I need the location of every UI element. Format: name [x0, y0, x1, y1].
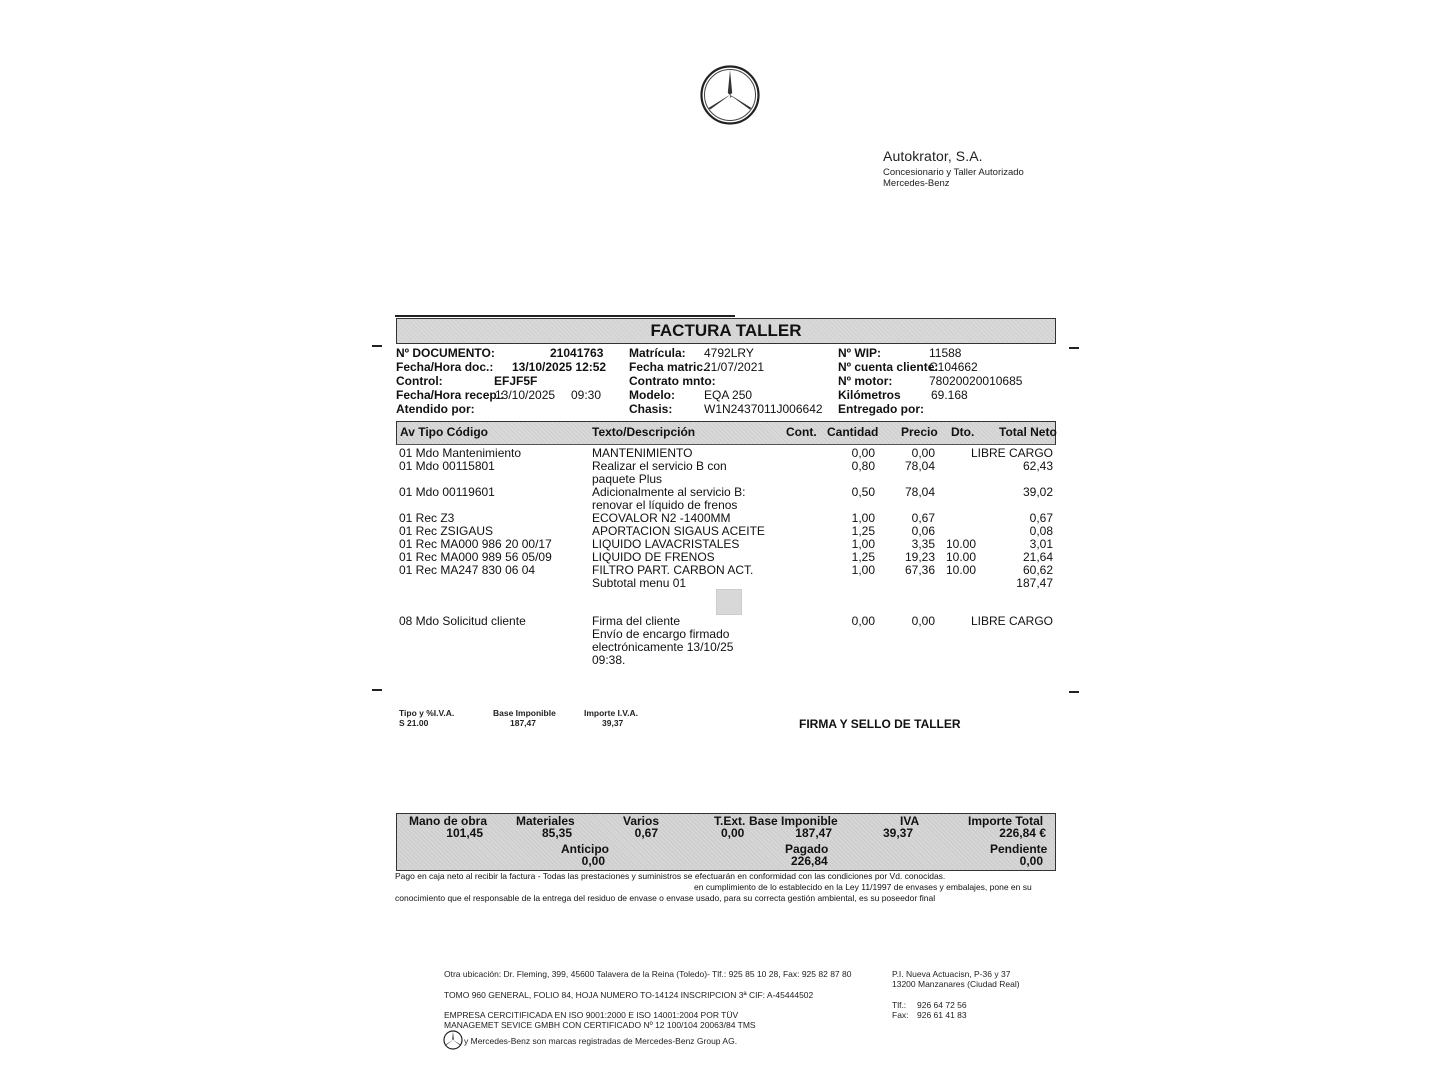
cuenta-label: Nº cuenta cliente: — [838, 360, 939, 374]
iva-base-label: Base Imponible — [493, 708, 556, 718]
title-top-line — [395, 315, 735, 317]
importe-total-value: 226,84 € — [999, 826, 1046, 840]
row-cantidad: 1,25 — [851, 550, 875, 564]
footer-fax-value: 926 61 41 83 — [917, 1010, 967, 1020]
row-dto: 10.00 — [946, 550, 977, 564]
control-label: Control: — [396, 374, 443, 388]
row-total: 39,02 — [1022, 485, 1053, 499]
row-code: 01 Mdo 00119601 — [399, 485, 495, 499]
row-total: 0,67 — [1029, 511, 1053, 525]
row-desc: Adicionalmente al servicio B: — [592, 485, 746, 499]
row-cantidad: 1,00 — [851, 563, 875, 577]
row-precio: 78,04 — [904, 485, 935, 499]
company-subtitle — [883, 167, 1024, 189]
row-desc: FILTRO PART. CARBON ACT. — [592, 563, 754, 577]
mercedes-star-icon — [443, 1030, 463, 1050]
legal-line2: en cumplimiento de lo establecido en la Ley 11/1997 de envases y embalajes, pone en su — [694, 882, 1032, 892]
chasis-value: W1N2437011J006642 — [704, 402, 823, 416]
row-cantidad: 0,50 — [851, 485, 875, 499]
row-precio: 0,06 — [911, 524, 935, 538]
row-code: 01 Rec MA247 830 06 04 — [399, 563, 536, 577]
row-desc: Realizar el servicio B con — [592, 459, 727, 473]
fold-mark — [372, 689, 382, 691]
cuenta-value: C104662 — [929, 360, 978, 374]
footer-address-line1: P.I. Nueva Actuacisn, P-36 y 37 — [892, 969, 1011, 979]
company-name: Autokrator, S.A. — [883, 148, 983, 164]
footer-tlf-value: 926 64 72 56 — [917, 1000, 967, 1010]
wip-value: 11588 — [929, 346, 962, 360]
row-precio: 3,35 — [911, 537, 935, 551]
row-precio: 0,67 — [911, 511, 935, 525]
row-code: 01 Rec MA000 989 56 05/09 — [399, 550, 552, 564]
importe-total-label: Importe Total — [968, 814, 1044, 828]
col-header-code: Av Tipo Código — [400, 425, 488, 439]
request-row-desc: 09:38. — [592, 653, 626, 667]
row-desc: paquete Plus — [592, 472, 663, 486]
matricula-value: 4792LRY — [704, 346, 754, 360]
row-code: 01 Rec MA000 986 20 00/17 — [399, 537, 552, 551]
col-header-description: Texto/Descripción — [592, 425, 696, 439]
wip-label: Nº WIP: — [838, 346, 882, 360]
chasis-label: Chasis: — [629, 402, 673, 416]
fecha-recep-date: 13/10/2025 — [495, 388, 556, 402]
base-imponible-value: 187,47 — [795, 826, 832, 840]
entregado-label: Entregado por: — [838, 402, 924, 416]
atendido-label: Atendido por: — [396, 402, 475, 416]
iva-value: 39,37 — [883, 826, 914, 840]
col-header-cont: Cont. — [786, 425, 817, 439]
invoice-title: FACTURA TALLER — [650, 321, 802, 340]
row-desc: ECOVALOR N2 -1400MM — [592, 511, 731, 525]
row-precio: 67,36 — [904, 563, 935, 577]
fecha-recep-time: 09:30 — [571, 388, 602, 402]
footer-registry: TOMO 960 GENERAL, FOLIO 84, HOJA NUMERO TO-14124 INSCRIPCION 3ª CIF: A-45444502 — [444, 990, 814, 1000]
request-row-desc: Firma del cliente — [592, 614, 681, 628]
row-total: 21,64 — [1022, 550, 1053, 564]
company-subtitle-line2: Mercedes-Benz — [883, 178, 950, 189]
row-total: LIBRE CARGO — [970, 446, 1053, 460]
legal-line1: Pago en caja neto al recibir la factura - Todas las prestaciones y suministros se efectuarán en conformidad con las condiciones por Vd. conocidas. — [395, 871, 946, 881]
request-row-cantidad: 0,00 — [851, 614, 875, 628]
row-cantidad: 0,80 — [851, 459, 875, 473]
row-desc: APORTACION SIGAUS ACEITE — [592, 524, 765, 538]
request-row-desc: Envío de encargo firmado — [592, 627, 730, 641]
row-cantidad: 0,00 — [851, 446, 875, 460]
row-dto: 10.00 — [946, 563, 977, 577]
text-label: T.Ext. — [714, 814, 746, 828]
iva-importe-label: Importe I.V.A. — [584, 708, 639, 718]
col-header-dto: Dto. — [951, 425, 975, 439]
fecha-matric-value: 21/07/2021 — [704, 360, 765, 374]
iva-tipo-label: Tipo y %I.V.A. — [399, 708, 455, 718]
signature-thumbnail — [716, 589, 742, 615]
row-code: 01 Rec ZSIGAUS — [399, 524, 494, 538]
row-desc: LIQUIDO LAVACRISTALES — [592, 537, 740, 551]
fecha-doc-value: 13/10/2025 12:52 — [512, 360, 607, 374]
km-label: Kilómetros — [838, 388, 901, 402]
pagado-label: Pagado — [785, 842, 829, 856]
col-header-precio: Precio — [901, 425, 938, 439]
pendiente-label: Pendiente — [990, 842, 1048, 856]
iva-importe-value: 39,37 — [602, 718, 624, 728]
row-precio: 0,00 — [911, 446, 935, 460]
fold-mark — [1069, 691, 1079, 693]
row-precio: 78,04 — [904, 459, 935, 473]
company-block — [883, 148, 1024, 189]
footer-tlf-label: Tlf.: — [892, 1000, 907, 1010]
subtotal-label: Subtotal menu 01 — [592, 576, 687, 590]
documento-label: Nº DOCUMENTO: — [396, 346, 495, 360]
request-row-precio: 0,00 — [911, 614, 935, 628]
fold-mark — [1069, 347, 1079, 349]
materiales-value: 85,35 — [541, 826, 572, 840]
motor-label: Nº motor: — [838, 374, 893, 388]
row-cantidad: 1,25 — [851, 524, 875, 538]
contrato-label: Contrato mnto: — [629, 374, 716, 388]
fecha-matric-label: Fecha matric.: — [629, 360, 711, 374]
row-total: 62,43 — [1022, 459, 1053, 473]
footer-trademark: y Mercedes-Benz son marcas registradas de Mercedes-Benz Group AG. — [464, 1036, 738, 1046]
col-header-total-neto: Total Neto — [999, 425, 1057, 439]
request-row-desc: electrónicamente 13/10/25 — [592, 640, 734, 654]
anticipo-value: 0,00 — [581, 854, 605, 868]
row-total: 0,08 — [1029, 524, 1053, 538]
subtotal-value: 187,47 — [1016, 576, 1053, 590]
row-code: 01 Mdo 00115801 — [399, 459, 495, 473]
row-code: 01 Rec Z3 — [399, 511, 455, 525]
control-value: EFJF5F — [494, 374, 538, 388]
fecha-doc-label: Fecha/Hora doc.: — [396, 360, 494, 374]
pendiente-value: 0,00 — [1019, 854, 1043, 868]
varios-label: Varios — [623, 814, 660, 828]
matricula-label: Matrícula: — [629, 346, 686, 360]
motor-value: 78020020010685 — [929, 374, 1023, 388]
km-value: 69.168 — [931, 388, 968, 402]
legal-line3: conocimiento que el responsable de la entrega del residuo de envase o envase usado, para su correcta gestión ambiental, es su poseedor final — [395, 893, 936, 903]
request-row-code: 08 Mdo Solicitud cliente — [399, 614, 526, 628]
row-cantidad: 1,00 — [851, 511, 875, 525]
modelo-value: EQA 250 — [704, 388, 753, 402]
row-cantidad: 1,00 — [851, 537, 875, 551]
iva-label: IVA — [900, 814, 920, 828]
row-dto: 10.00 — [946, 537, 977, 551]
footer-fax-label: Fax: — [892, 1010, 909, 1020]
footer-other-location: Otra ubicación: Dr. Fleming, 399, 45600 Talavera de la Reina (Toledo)- Tlf.: 925 85 10 28, Fax: 925 82 87 80 — [444, 969, 852, 979]
row-code: 01 Mdo Mantenimiento — [399, 446, 522, 460]
invoice-title-bar — [396, 318, 1056, 344]
materiales-label: Materiales — [516, 814, 575, 828]
base-imponible-label: Base Imponible — [749, 814, 838, 828]
row-desc: renovar el líquido de frenos — [592, 498, 738, 512]
varios-value: 0,67 — [634, 826, 658, 840]
pagado-value: 226,84 — [791, 854, 828, 868]
mano-obra-label: Mano de obra — [409, 814, 488, 828]
fold-mark — [372, 345, 382, 347]
firma-sello-label: FIRMA Y SELLO DE TALLER — [799, 717, 961, 731]
iva-tipo-value: S 21.00 — [399, 718, 429, 728]
text-value: 0,00 — [721, 826, 745, 840]
request-row-total: LIBRE CARGO — [970, 614, 1053, 628]
anticipo-label: Anticipo — [561, 842, 609, 856]
documento-value: 21041763 — [550, 346, 604, 360]
mercedes-star-icon — [699, 64, 761, 126]
mano-obra-value: 101,45 — [446, 826, 483, 840]
footer-cert-line2: MANAGEMET SEVICE GMBH CON CERTIFICADO Nº 12 100/104 20063/84 TMS — [444, 1020, 756, 1030]
company-subtitle-line1: Concesionario y Taller Autorizado — [883, 167, 1024, 178]
footer-cert-line1: EMPRESA CERCITIFICADA EN ISO 9001:2000 E ISO 14001:2004 POR TÜV — [444, 1010, 739, 1020]
row-total: 60,62 — [1022, 563, 1053, 577]
footer-address-line2: 13200 Manzanares (Ciudad Real) — [892, 979, 1020, 989]
row-desc: LIQUIDO DE FRENOS — [592, 550, 715, 564]
row-total: 3,01 — [1029, 537, 1053, 551]
fecha-recep-label: Fecha/Hora recep.: — [396, 388, 505, 402]
iva-base-value: 187,47 — [510, 718, 536, 728]
row-desc: MANTENIMIENTO — [592, 446, 693, 460]
row-precio: 19,23 — [904, 550, 935, 564]
col-header-cantidad: Cantidad — [827, 425, 879, 439]
modelo-label: Modelo: — [629, 388, 675, 402]
